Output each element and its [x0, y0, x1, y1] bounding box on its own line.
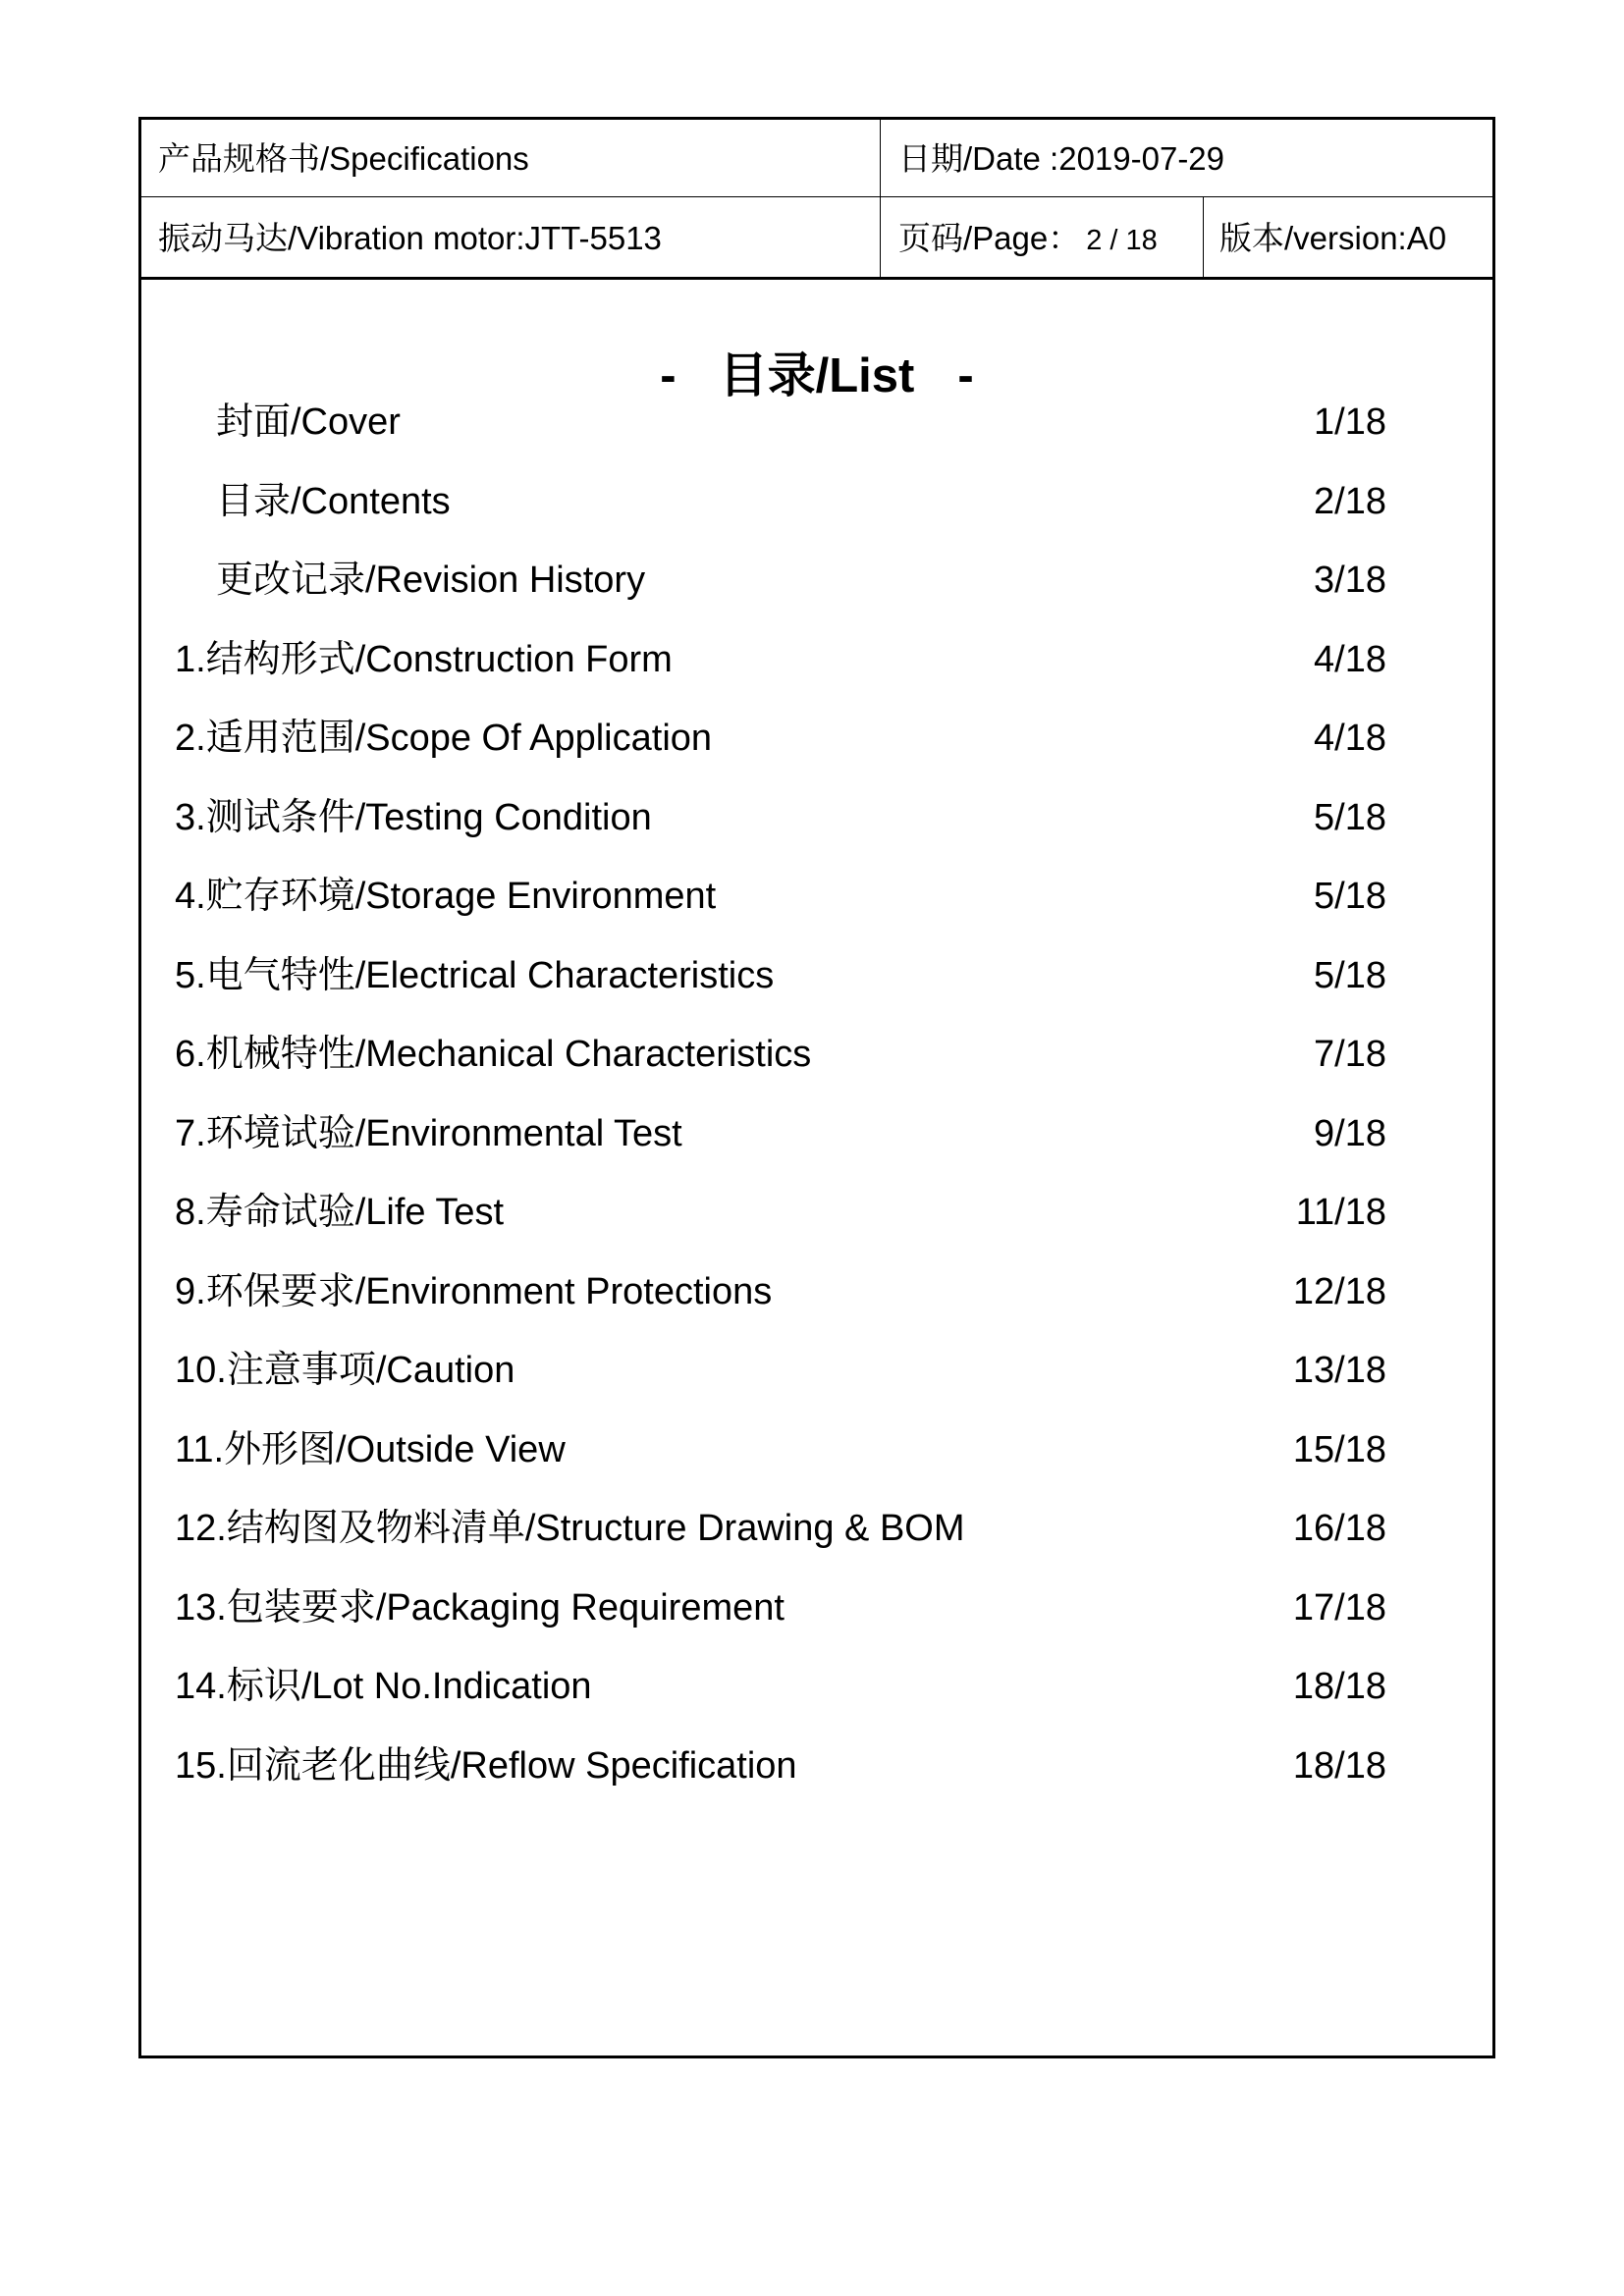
toc-entry[interactable] [141, 1583, 1492, 1632]
toc-entry[interactable] [141, 1030, 1492, 1079]
toc-entry[interactable] [141, 1109, 1492, 1158]
toc-entry[interactable] [141, 1346, 1492, 1395]
toc-entry-page: 5/18 [1314, 796, 1386, 838]
version-label: 版本/version:A0 [1219, 220, 1447, 256]
toc-entry[interactable] [141, 793, 1492, 842]
header-row-divider [141, 196, 1492, 197]
toc-entry-page: 18/18 [1292, 1666, 1386, 1707]
toc-entry[interactable] [141, 398, 1492, 447]
toc-entry[interactable] [141, 1267, 1492, 1316]
page-label-text: 页码/Page： [898, 220, 1081, 256]
list-title [141, 338, 1492, 406]
toc-entry-title: 9.环保要求/Environment Protections [175, 1270, 773, 1312]
toc-entry-page: 5/18 [1314, 876, 1386, 917]
toc-entry-page: 18/18 [1292, 1744, 1386, 1787]
toc-entry-page: 5/18 [1314, 954, 1386, 996]
toc-entry-page: 11/18 [1295, 1192, 1386, 1233]
toc-entry[interactable] [141, 1662, 1492, 1711]
toc-entry-title: 10.注意事项/Caution [175, 1350, 515, 1391]
toc-entry-title: 12.结构图及物料清单/Structure Drawing & BOM [175, 1508, 965, 1549]
toc-entry[interactable] [141, 477, 1492, 526]
toc-entry-page: 12/18 [1292, 1270, 1386, 1312]
toc-entry[interactable] [141, 1425, 1492, 1474]
toc-entry-title: 6.机械特性/Mechanical Characteristics [175, 1034, 812, 1075]
toc-entry-title: 15.回流老化曲线/Reflow Specification [175, 1744, 797, 1787]
toc-entry-page: 17/18 [1292, 1586, 1386, 1629]
toc-entry-title: 1.结构形式/Construction Form [175, 638, 673, 680]
document-frame [138, 117, 1495, 2058]
date-label: 日期/Date :2019-07-29 [898, 140, 1225, 177]
toc-entry-title: 封面/Cover [216, 401, 401, 443]
spec-label: 产品规格书/Specifications [158, 140, 529, 177]
toc-entry-page: 4/18 [1314, 718, 1386, 759]
toc-entry[interactable] [141, 1741, 1492, 1790]
toc-entry-page: 4/18 [1314, 638, 1386, 680]
toc-entry-title: 2.适用范围/Scope Of Application [175, 718, 713, 759]
toc-entry-title: 目录/Contents [216, 480, 451, 522]
toc-entry-title: 5.电气特性/Electrical Characteristics [175, 954, 775, 996]
toc-entry[interactable] [141, 872, 1492, 921]
toc-entry-title: 14.标识/Lot No.Indication [175, 1666, 592, 1707]
toc-entry-title: 11.外形图/Outside View [175, 1428, 566, 1470]
toc-entry[interactable] [141, 1504, 1492, 1553]
list-title-text: 目录/List [719, 349, 915, 402]
page-value: 2 / 18 [1086, 225, 1158, 256]
toc-entry-page: 1/18 [1314, 401, 1386, 443]
toc-entry-title: 4.贮存环境/Storage Environment [175, 876, 717, 917]
toc-entry-page: 13/18 [1292, 1350, 1386, 1391]
title-dash-right: - [957, 349, 974, 402]
toc-entry-title: 7.环境试验/Environmental Test [175, 1112, 682, 1154]
toc-entry[interactable] [141, 714, 1492, 763]
toc-entry[interactable] [141, 951, 1492, 1000]
toc-entry[interactable] [141, 1188, 1492, 1237]
page-label [898, 222, 1158, 255]
toc-entry-page: 2/18 [1314, 480, 1386, 522]
header-table [141, 120, 1492, 280]
toc-entry-page: 16/18 [1292, 1508, 1386, 1549]
toc-entry-page: 15/18 [1292, 1428, 1386, 1470]
title-dash-left: - [660, 349, 677, 402]
toc-entry-page: 9/18 [1314, 1112, 1386, 1154]
toc-entry-title: 13.包装要求/Packaging Requirement [175, 1586, 785, 1629]
toc-entry-title: 3.测试条件/Testing Condition [175, 796, 652, 838]
toc-entry[interactable] [141, 635, 1492, 684]
header-column-divider [880, 120, 881, 277]
header-column-divider-version [1203, 196, 1204, 277]
toc-entry-page: 7/18 [1314, 1034, 1386, 1075]
toc-entry[interactable] [141, 556, 1492, 605]
toc-entry-page: 3/18 [1314, 560, 1386, 601]
toc-entry-title: 8.寿命试验/Life Test [175, 1192, 505, 1233]
toc-entry-title: 更改记录/Revision History [216, 560, 646, 601]
motor-label: 振动马达/Vibration motor:JTT-5513 [158, 220, 662, 256]
